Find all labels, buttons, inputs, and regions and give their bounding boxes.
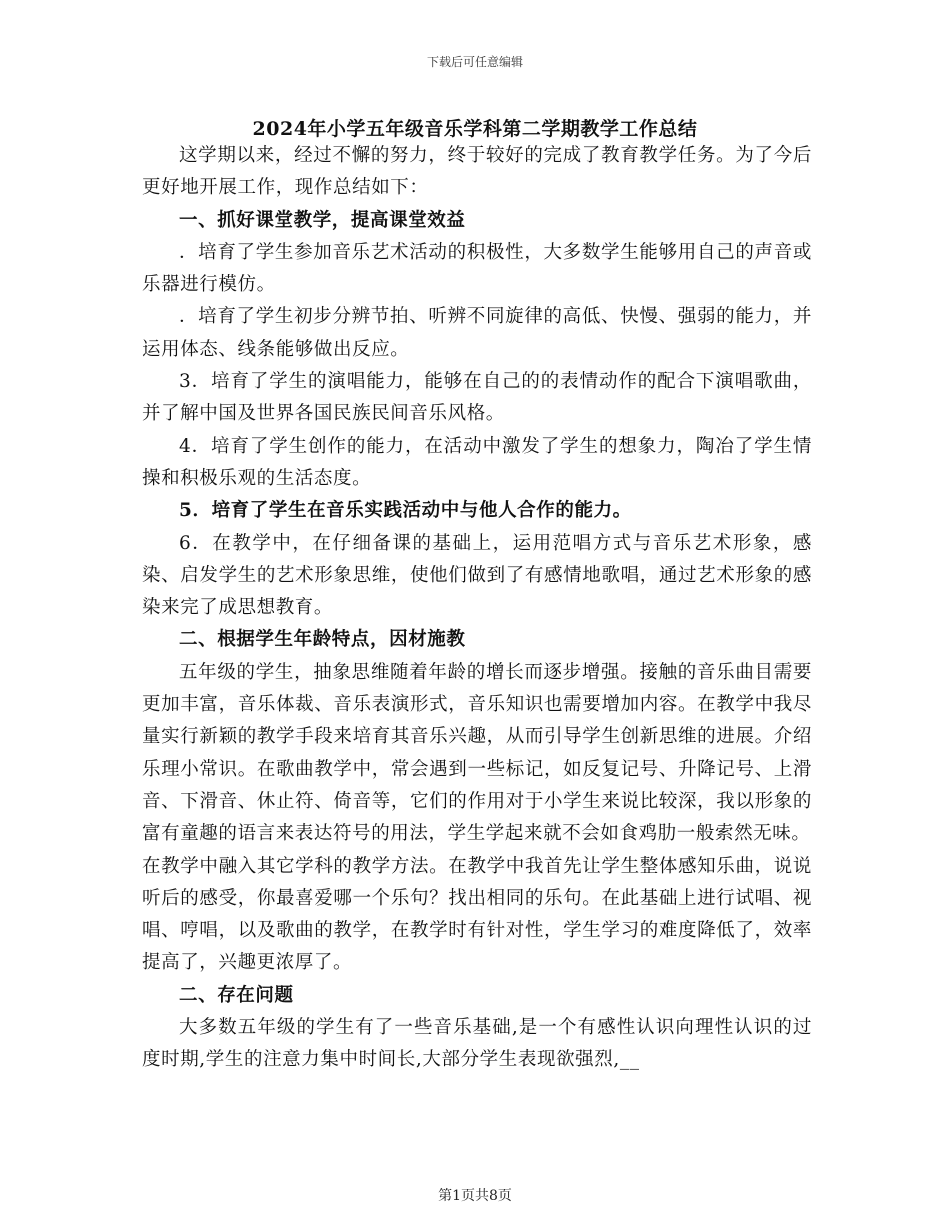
body-paragraph-continued: 在教学中融入其它学科的教学方法。在教学中我首先让学生整体感知乐曲，说说听后的感受，你最喜爱哪一个乐句？找出相同的乐句。在此基础上进行试唱、视唱、哼唱，以及歌曲的教学，在教学时有针对性，学生学习的难度降低了，效率提高了，兴趣更浓厚了。 [142,855,812,974]
page-footer: 第1页共8页 [438,1188,512,1204]
list-item-2: ．培育了学生初步分辨节拍、听辨不同旋律的高低、快慢、强弱的能力，并运用体态、线条能够做出反应。 [142,306,812,360]
list-item-6: 6．在教学中，在仔细备课的基础上，运用范唱方式与音乐艺术形象，感染、启发学生的艺术形象思维，使他们做到了有感情地歌唱，通过艺术形象的感染来完了成思想教育。 [142,532,812,619]
intro-paragraph: 这学期以来，经过不懈的努力，终于较好的完成了教育教学任务。为了今后更好地开展工作，现作总结如下： [142,145,812,199]
page-header: 下载后可任意编辑 [426,55,523,69]
document-body [142,140,812,1077]
list-item-4: 4．培育了学生创作的能力，在活动中激发了学生的想象力，陶冶了学生情操和积极乐观的生活态度。 [142,435,812,489]
document-title: 2024年小学五年级音乐学科第二学期教学工作总结 [252,118,698,140]
list-item-5: 5．培育了学生在音乐实践活动中与他人合作的能力。 [179,500,632,522]
section-heading-2: 二、根据学生年龄特点，因材施教 [179,629,466,651]
issues-paragraph: 大多数五年级的学生有了一些音乐基础,是一个有感性认识向理性认识的过度时期,学生的注意力集中时间长,大部分学生表现欲强烈,__ [142,1017,812,1071]
body-paragraph [142,657,812,851]
section-heading-3: 二、存在问题 [179,984,294,1006]
list-item-1: ．培育了学生参加音乐艺术活动的积极性，大多数学生能够用自己的声音或乐器进行模仿。 [142,241,812,296]
section-heading-1: 一、抓好课堂教学，提高课堂效益 [179,209,466,231]
list-item-3: 3．培育了学生的演唱能力，能够在自己的的表情动作的配合下演唱歌曲，并了解中国及世界各国民族民间音乐风格。 [142,371,812,425]
body-paragraph-part-1: 五年级的学生，抽象思维随着年龄的增长而逐步增强。接触的音乐曲目需要更加丰富，音乐体裁、音乐表演形式，音乐知识也需要增加内容。在教学中我尽量实行新颖的教学手段来培育其音乐兴趣，从而引导学生创新思维的进展。介绍乐理小常识。在歌曲教学中，常会遇到一些标记，如反复记号、升降记号、上滑音、下滑音、休止符、倚音等，它们的作用对于小学生来说比较深，我以形象的富有童趣的语言来表达符号的用法，学生学起来就不会如食鸡肋一般索然无味。 [142,661,812,845]
